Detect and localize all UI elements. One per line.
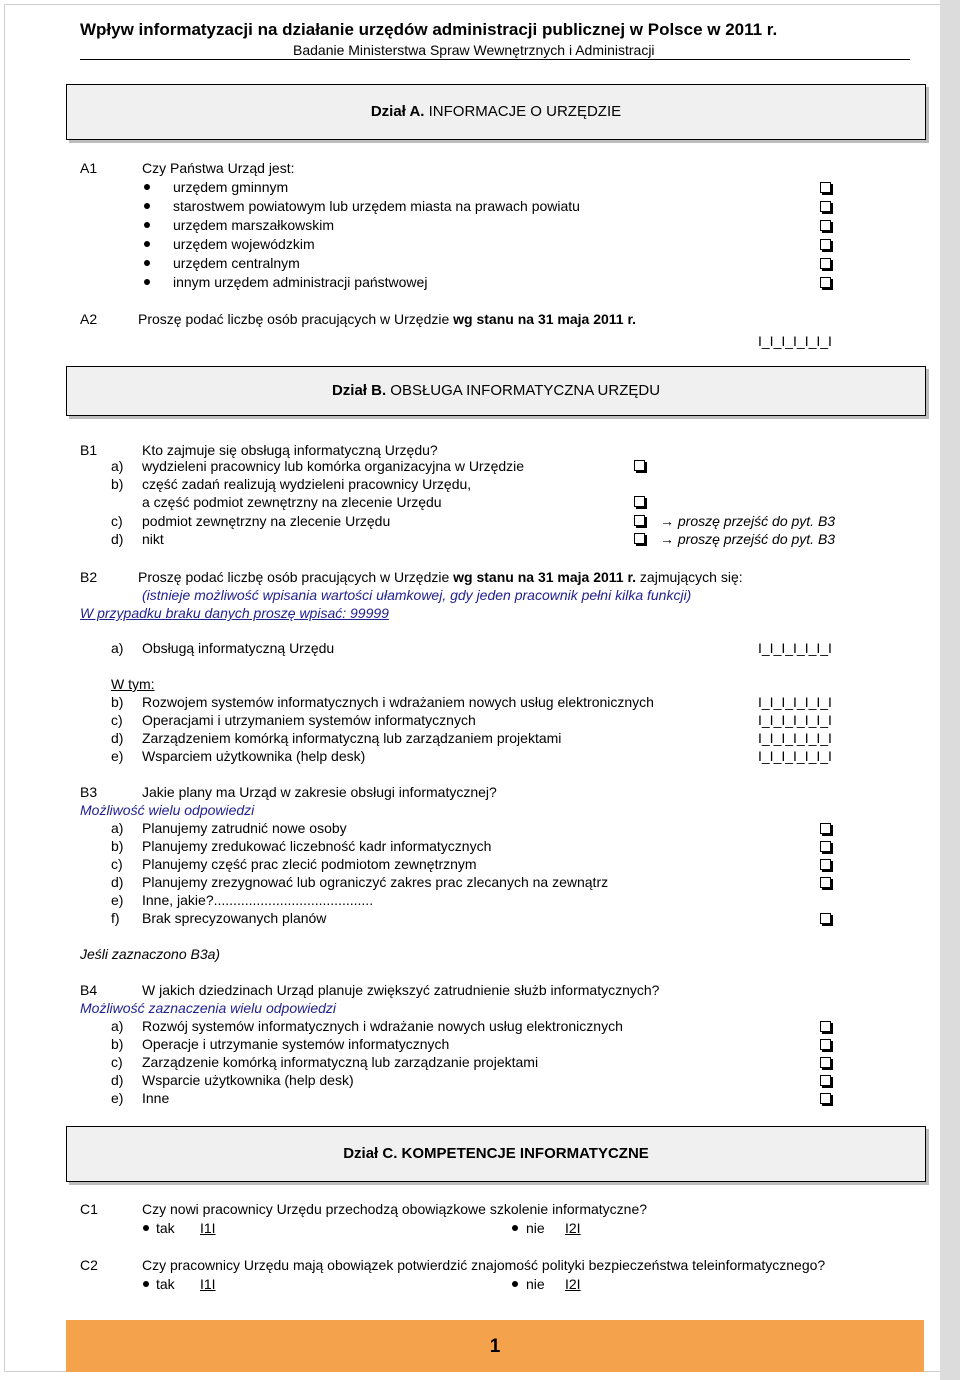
document-title: Wpływ informatyzacji na działanie urzędów administracji publicznej w Polsce w 2011 r. (80, 20, 778, 39)
b3-f-label: f) (111, 910, 120, 926)
b1-option-c: podmiot zewnętrzny na zlecenie Urzędu (142, 513, 391, 529)
bullet (144, 222, 150, 228)
b3-option-b: Planujemy zredukować liczebność kadr informatycznych (142, 838, 492, 854)
b2-option-b: Rozwojem systemów informatycznych i wdrażaniem nowych usług elektronicznych (142, 694, 654, 710)
bullet (143, 1225, 149, 1231)
b2-question: Proszę podać liczbę osób pracujących w Urzędzie wg stanu na 31 maja 2011 r. zajmujących się: (138, 569, 743, 585)
c2-no-label: nie (526, 1276, 545, 1292)
b2-a-label: a) (111, 640, 124, 656)
b3-option-e: Inne, jakie?......................................... (142, 892, 374, 908)
b4-checkbox-e[interactable] (820, 1093, 831, 1104)
b2-option-a: Obsługą informatyczną Urzędu (142, 640, 335, 656)
b2-field-d[interactable]: I_I_I_I_I_I_I (758, 730, 832, 746)
b3-code: B3 (80, 784, 98, 800)
a2-answer-field[interactable]: I_I_I_I_I_I_I (758, 333, 832, 349)
a1-question: Czy Państwa Urząd jest: (142, 160, 295, 176)
a1-checkbox-4[interactable] (820, 239, 831, 250)
b4-option-a: Rozwój systemów informatycznych i wdrażanie nowych usług elektronicznych (142, 1018, 623, 1034)
b4-question: W jakich dziedzinach Urząd planuje zwiększyć zatrudnienie służb informatycznych? (142, 982, 660, 998)
b4-option-c: Zarządzenie komórką informatyczną lub zarządzanie projektami (142, 1054, 539, 1070)
b2-field-c[interactable]: I_I_I_I_I_I_I (758, 712, 832, 728)
page-footer (66, 1320, 924, 1372)
b1-checkbox-b[interactable] (634, 496, 645, 507)
a2-question: Proszę podać liczbę osób pracujących w Urzędzie wg stanu na 31 maja 2011 r. (138, 311, 637, 327)
b3-option-d: Planujemy zrezygnować lub ograniczyć zakres prac zlecanych na zewnątrz (142, 874, 609, 890)
section-a-header: Dział A. INFORMACJE O URZĘDZIE (66, 84, 926, 140)
b4-checkbox-b[interactable] (820, 1039, 831, 1050)
b3-a-label: a) (111, 820, 124, 836)
b2-field-b[interactable]: I_I_I_I_I_I_I (758, 694, 832, 710)
bullet (144, 241, 150, 247)
bullet (512, 1281, 518, 1287)
b2-option-d: Zarządzeniem komórką informatyczną lub zarządzaniem projektami (142, 730, 562, 746)
b1-checkbox-d[interactable] (634, 533, 645, 544)
b2-code: B2 (80, 569, 98, 585)
b2-field-e[interactable]: I_I_I_I_I_I_I (758, 748, 832, 764)
b3-d-label: d) (111, 874, 124, 890)
c2-code: C2 (80, 1257, 98, 1273)
bullet (144, 279, 150, 285)
a1-checkbox-1[interactable] (820, 182, 831, 193)
page-number: 1 (489, 1336, 501, 1357)
b4-code: B4 (80, 982, 98, 998)
b4-a-label: a) (111, 1018, 124, 1034)
b4-option-d: Wsparcie użytkownika (help desk) (142, 1072, 354, 1088)
a1-checkbox-2[interactable] (820, 201, 831, 212)
b3-b-label: b) (111, 838, 124, 854)
b3-e-label: e) (111, 892, 124, 908)
b1-code: B1 (80, 442, 98, 458)
b3-checkbox-f[interactable] (820, 913, 831, 924)
b1-c-label: c) (111, 513, 123, 529)
b2-b-label: b) (111, 694, 124, 710)
section-b-header: Dział B. OBSŁUGA INFORMATYCZNA URZĘDU (66, 366, 926, 416)
b1-checkbox-c[interactable] (634, 515, 645, 526)
a1-option-6: innym urzędem administracji państwowej (173, 274, 428, 290)
right-margin (940, 0, 960, 1380)
b4-note: Możliwość zaznaczenia wielu odpowiedzi (80, 1000, 337, 1016)
b2-in-which: W tym: (111, 676, 155, 692)
b2-c-label: c) (111, 712, 123, 728)
c1-no-code[interactable]: I2I (565, 1220, 581, 1236)
b3-question: Jakie plany ma Urząd w zakresie obsługi informatycznej? (142, 784, 497, 800)
b3-checkbox-c[interactable] (820, 859, 831, 870)
b4-b-label: b) (111, 1036, 124, 1052)
section-c-header: Dział C. KOMPETENCJE INFORMATYCZNE (66, 1126, 926, 1182)
b3-note: Możliwość wielu odpowiedzi (80, 802, 255, 818)
a1-option-4: urzędem wojewódzkim (173, 236, 315, 252)
document-subtitle: Badanie Ministerstwa Spraw Wewnętrznych i Administracji (293, 42, 655, 58)
b4-checkbox-d[interactable] (820, 1075, 831, 1086)
b2-d-label: d) (111, 730, 124, 746)
bullet (144, 260, 150, 266)
b4-checkbox-a[interactable] (820, 1021, 831, 1032)
bullet (512, 1225, 518, 1231)
b1-b-label: b) (111, 476, 124, 492)
b1-option-a: wydzieleni pracownicy lub komórka organizacyjna w Urzędzie (142, 458, 525, 474)
b1-option-b-line1: część zadań realizują wydzieleni pracownicy Urzędu, (142, 476, 472, 492)
b1-option-d: nikt (142, 531, 164, 547)
a1-option-2: starostwem powiatowym lub urzędem miasta na prawach powiatu (173, 198, 580, 214)
b4-e-label: e) (111, 1090, 124, 1106)
b2-missing-data-note: W przypadku braku danych proszę wpisać: 99999 (80, 605, 389, 621)
condition-note: Jeśli zaznaczono B3a) (80, 946, 221, 962)
a1-option-1: urzędem gminnym (173, 179, 289, 195)
c2-no-code[interactable]: I2I (565, 1276, 581, 1292)
bullet (144, 184, 150, 190)
b1-question: Kto zajmuje się obsługą informatyczną Urzędu? (142, 442, 438, 458)
b4-c-label: c) (111, 1054, 123, 1070)
c2-yes-label: tak (156, 1276, 175, 1292)
bullet (144, 203, 150, 209)
c1-question: Czy nowi pracownicy Urzędu przechodzą obowiązkowe szkolenie informatyczne? (142, 1201, 648, 1217)
c1-no-label: nie (526, 1220, 545, 1236)
b1-goto-d: → proszę przejść do pyt. B3 (660, 531, 836, 547)
b3-option-f: Brak sprecyzowanych planów (142, 910, 327, 926)
c2-yes-code[interactable]: I1I (200, 1276, 216, 1292)
b4-d-label: d) (111, 1072, 124, 1088)
a1-checkbox-3[interactable] (820, 220, 831, 231)
b2-option-c: Operacjami i utrzymaniem systemów informatycznych (142, 712, 476, 728)
b1-goto-c: → proszę przejść do pyt. B3 (660, 513, 836, 529)
b4-option-e: Inne (142, 1090, 170, 1106)
b1-option-b-line2: a część podmiot zewnętrzny na zlecenie Urzędu (142, 494, 442, 510)
c2-question: Czy pracownicy Urzędu mają obowiązek potwierdzić znajomość polityki bezpieczeństwa teleinformatycznego? (142, 1257, 826, 1273)
b3-option-a: Planujemy zatrudnić nowe osoby (142, 820, 347, 836)
b4-option-b: Operacje i utrzymanie systemów informatycznych (142, 1036, 450, 1052)
a1-checkbox-6[interactable] (820, 277, 831, 288)
b2-field-a[interactable]: I_I_I_I_I_I_I (758, 640, 832, 656)
bullet (143, 1281, 149, 1287)
b1-checkbox-a[interactable] (634, 460, 645, 471)
b2-e-label: e) (111, 748, 124, 764)
b3-c-label: c) (111, 856, 123, 872)
a1-checkbox-5[interactable] (820, 258, 831, 269)
a1-code: A1 (80, 160, 98, 176)
b1-d-label: d) (111, 531, 124, 547)
b3-checkbox-d[interactable] (820, 877, 831, 888)
b3-option-c: Planujemy część prac zlecić podmiotom zewnętrznym (142, 856, 477, 872)
b3-checkbox-b[interactable] (820, 841, 831, 852)
b2-note: (istnieje możliwość wpisania wartości ułamkowej, gdy jeden pracownik pełni kilka funkcji) (142, 587, 692, 603)
a1-option-3: urzędem marszałkowskim (173, 217, 335, 233)
c1-yes-label: tak (156, 1220, 175, 1236)
b2-option-e: Wsparciem użytkownika (help desk) (142, 748, 366, 764)
c1-yes-code[interactable]: I1I (200, 1220, 216, 1236)
b1-a-label: a) (111, 458, 124, 474)
a2-code: A2 (80, 311, 98, 327)
c1-code: C1 (80, 1201, 98, 1217)
b3-checkbox-a[interactable] (820, 823, 831, 834)
b4-checkbox-c[interactable] (820, 1057, 831, 1068)
a1-option-5: urzędem centralnym (173, 255, 300, 271)
header-rule (80, 59, 910, 60)
